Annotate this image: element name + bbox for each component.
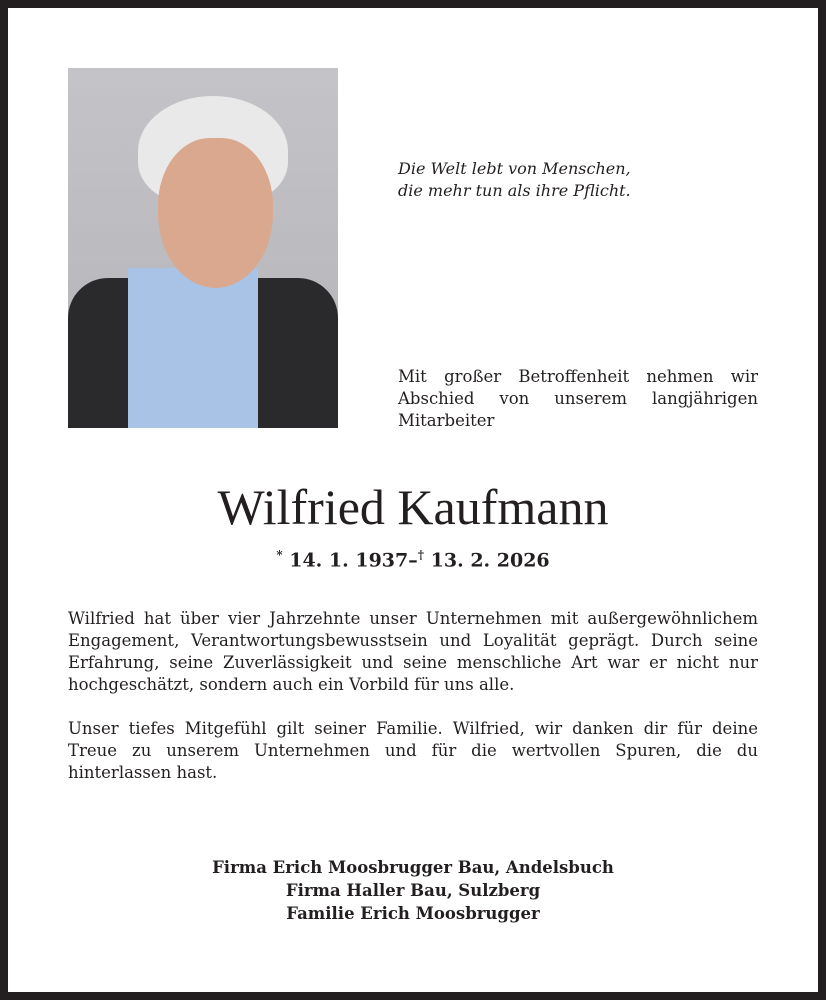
death-date: 13. 2. 2026 — [430, 549, 550, 572]
quote-line: die mehr tun als ihre Pflicht. — [398, 181, 631, 200]
life-dates — [8, 548, 818, 571]
obituary-page — [8, 8, 818, 992]
signature: Familie Erich Moosbrugger — [286, 904, 540, 923]
body-text — [68, 608, 758, 806]
intro-text: Mit großer Betroffenheit nehmen wir Abschied von unserem langjährigen Mitarbeiter — [398, 367, 758, 430]
deceased-name: Wilfried Kaufmann — [217, 479, 609, 535]
birth-symbol: * — [276, 548, 283, 562]
birth-date: 14. 1. 1937 — [289, 549, 409, 572]
signature: Firma Haller Bau, Sulzberg — [285, 881, 541, 900]
quote — [398, 158, 631, 202]
death-symbol: † — [417, 548, 425, 562]
paragraph: Unser tiefes Mitgefühl gilt seiner Familie. Wilfried, wir danken dir für deine Treue zu unserem Unternehmen und für die wertvollen Spuren, die du hinterlassen hast. — [68, 719, 758, 782]
paragraph: Wilfried hat über vier Jahrzehnte unser Unternehmen mit außergewöhnlichem Engagement, Verantwortungsbewusstsein und Loyalität geprägt. Durch seine Erfahrung, seine Zuverlässigkeit und seine menschliche Art war er nicht nur hochgeschätzt, sondern auch ein Vorbild für uns alle. — [68, 609, 758, 694]
portrait-photo — [68, 68, 338, 428]
quote-line: Die Welt lebt von Menschen, — [398, 159, 631, 178]
signatures — [8, 856, 818, 925]
signature: Firma Erich Moosbrugger Bau, Andelsbuch — [212, 858, 614, 877]
date-separator: – — [408, 549, 418, 572]
